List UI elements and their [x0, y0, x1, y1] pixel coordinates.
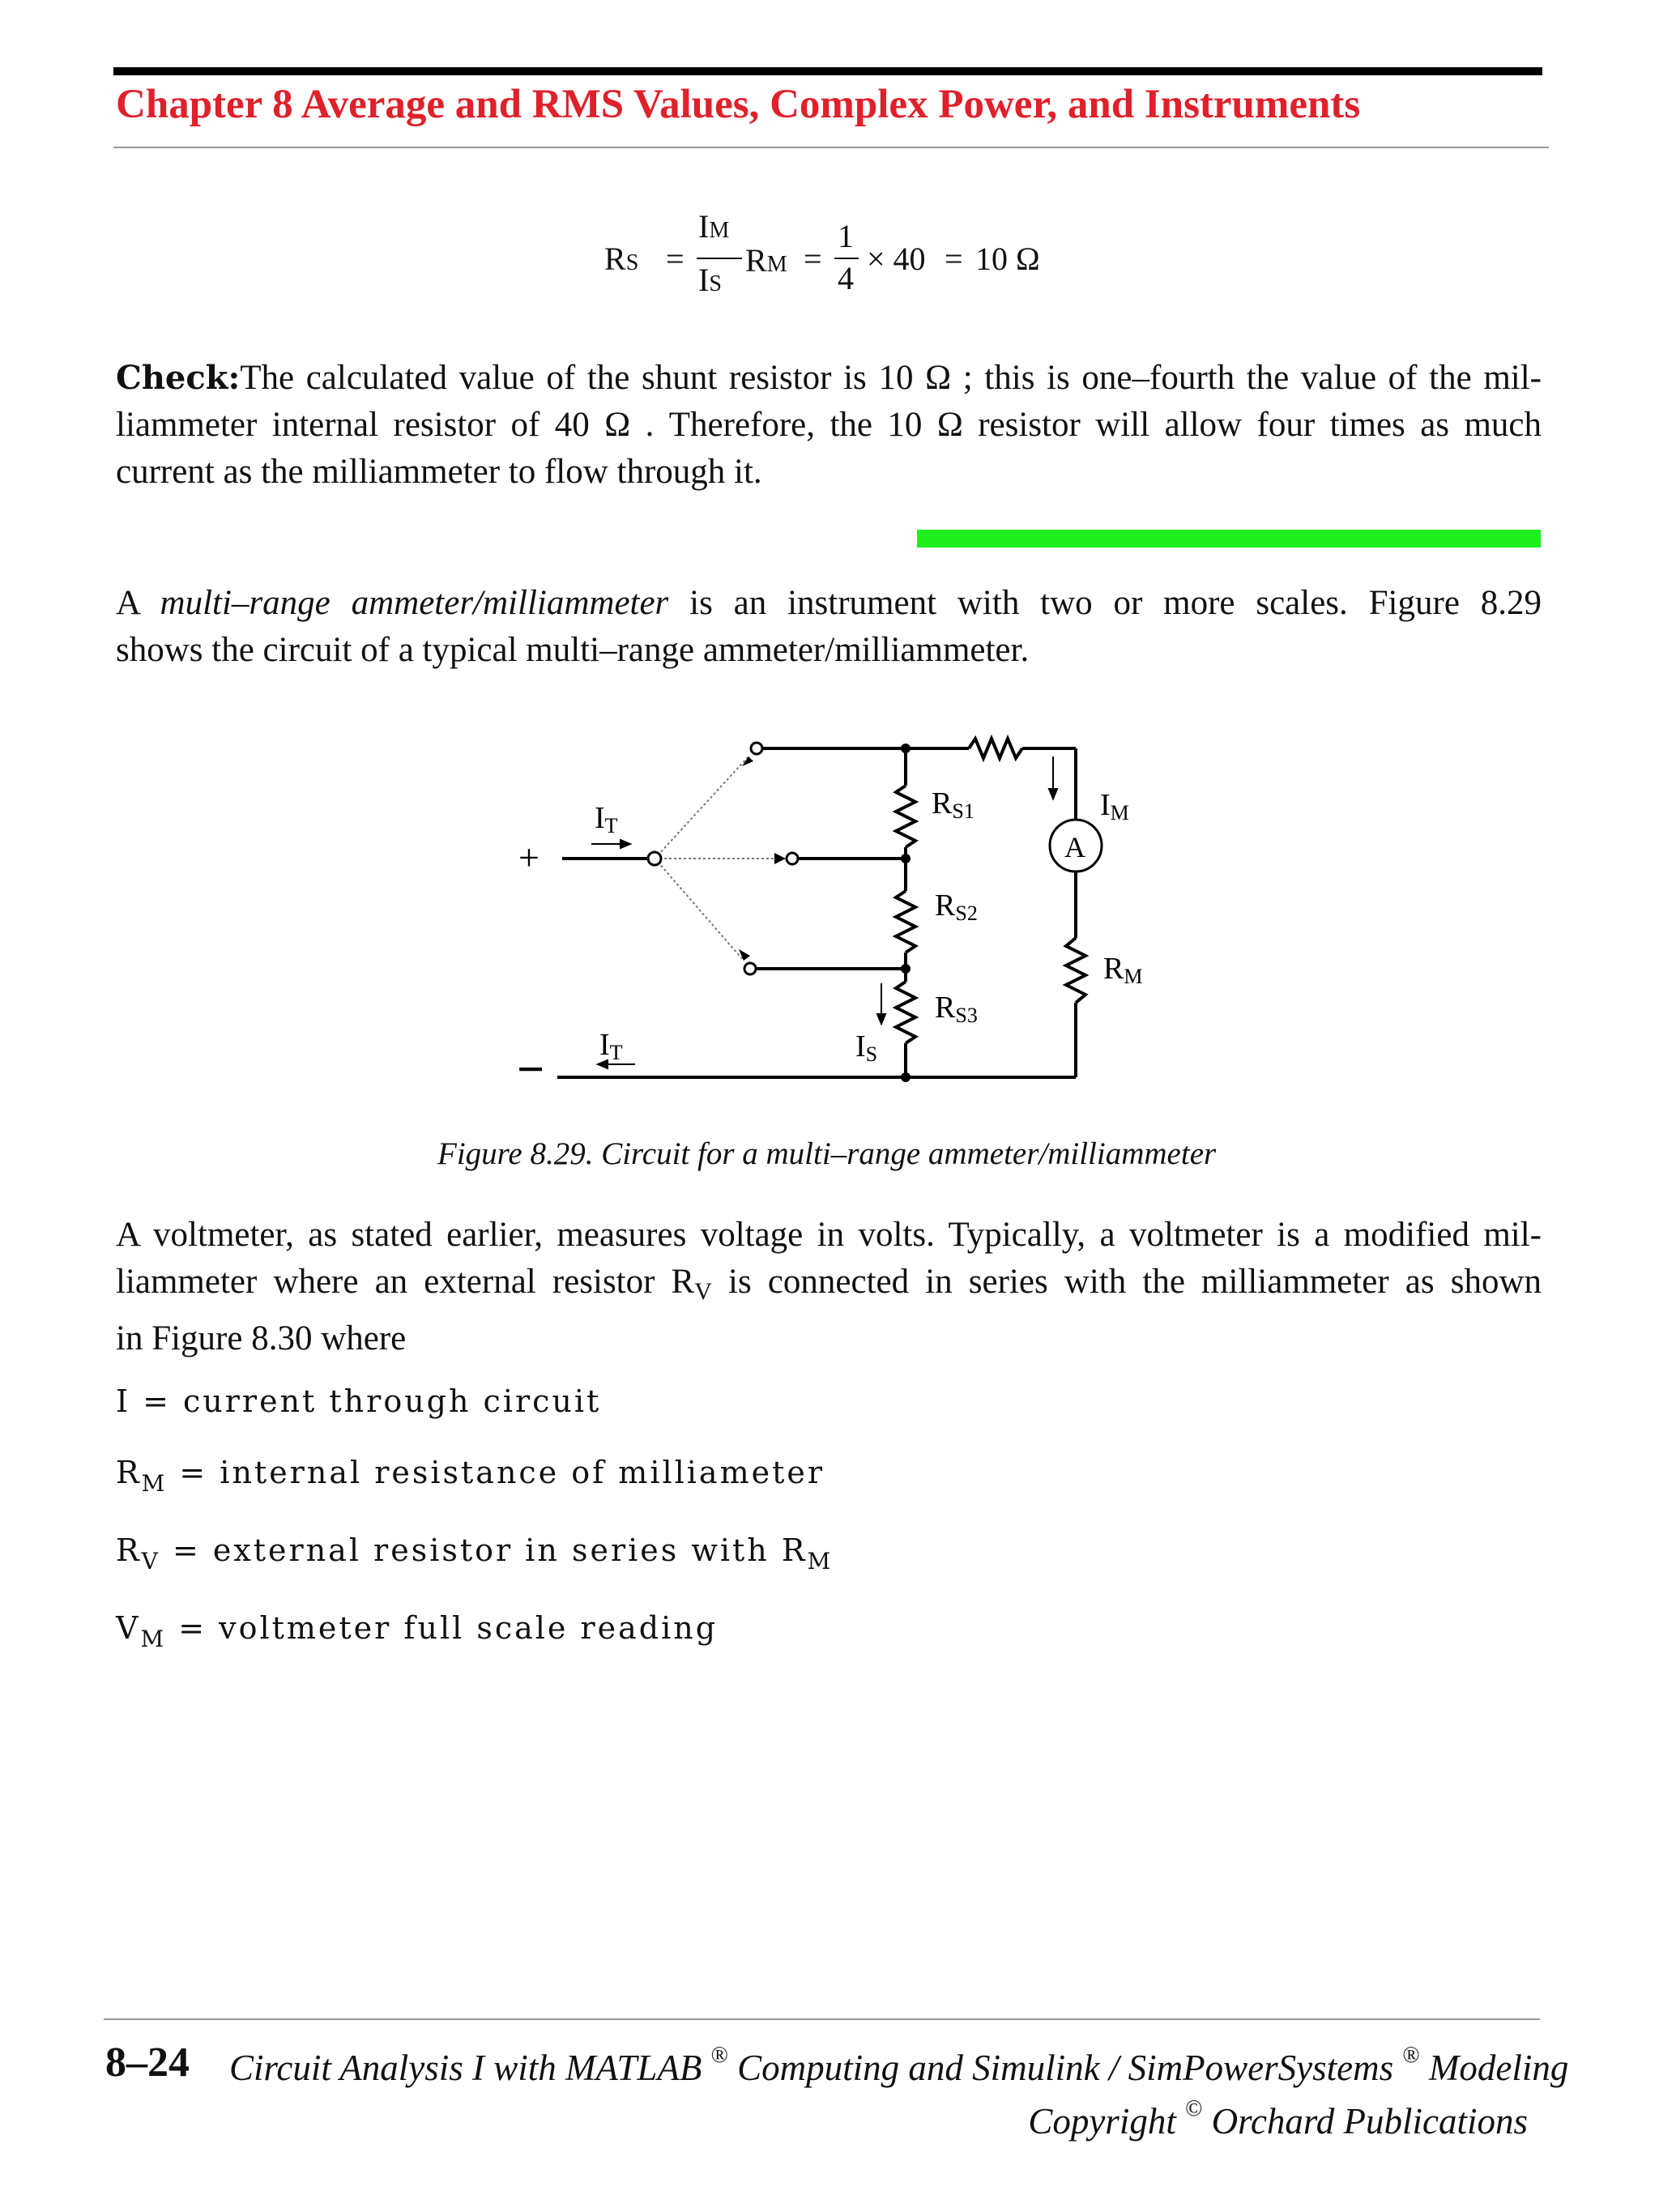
im-label: I: [1100, 788, 1111, 822]
rm-resistor: [1066, 938, 1085, 1003]
chapter-title: Chapter 8 Average and RMS Values, Complex Power, and Instruments: [116, 82, 1361, 127]
terminal-lower: [744, 963, 756, 974]
frac1-numerator: IM: [698, 208, 730, 245]
highlight-bar: [917, 530, 1541, 548]
multirange-paragraph: A multi–range ammeter/milliammeter is an instrument with two or more scales. Figure 8.29 shows the circuit of a typical multi–range ammeter/milliammeter.: [116, 584, 1542, 669]
multi-range-ammeter-circuit: [486, 721, 1183, 1110]
svg-text:IS: IS: [855, 1029, 878, 1066]
eq-rm: RM: [745, 242, 787, 279]
selector-line-bottom: [658, 862, 744, 961]
rm-label: R: [1103, 952, 1124, 986]
page-number: 8–24: [105, 2039, 190, 2086]
frac1-denominator: IS: [698, 262, 722, 298]
svg-text:RM: RM: [1103, 952, 1143, 988]
terminal-top: [751, 743, 762, 754]
check-paragraph: Check:The calculated value of the shunt resistor is 10 Ω ; this is one–fourth the value of the mil- liammeter internal resistor of 40 Ω . Therefore, the 10 Ω resistor will allow four times as much current as the milliammeter to flow through it.: [116, 359, 1542, 491]
svg-text:IM: IM: [1100, 788, 1129, 825]
eq-lhs: RS: [604, 241, 639, 277]
footer-rule: [104, 2018, 1540, 2020]
it2-label: I: [599, 1028, 610, 1062]
frac2-denominator: 4: [838, 260, 854, 296]
selector-pivot: [648, 852, 661, 865]
rs1-resistor: [896, 786, 915, 847]
ammeter-label: A: [1064, 831, 1085, 863]
rs2-resistor: [896, 891, 915, 953]
plus-sign: +: [518, 837, 539, 878]
rs3-resistor: [896, 982, 915, 1043]
minus-sign: −: [517, 1042, 545, 1096]
eq-sign-3: =: [945, 241, 963, 277]
eq-times: × 40: [867, 241, 926, 277]
is-label: I: [855, 1029, 866, 1063]
terminal-middle: [787, 853, 798, 864]
definition-vm: $V_M$ = voltmeter full scale reading: [116, 1610, 719, 1652]
junction-middle: [901, 854, 911, 863]
svg-text:IT: IT: [595, 801, 618, 837]
rs2-label: R: [935, 889, 956, 923]
definition-rm: $R_M$ = internal resistance of milliameter: [116, 1455, 825, 1497]
check-label: Check:: [116, 359, 241, 397]
junction-top: [901, 744, 911, 753]
selector-line-top: [658, 757, 748, 855]
definition-rv: $R_V$ = external resistor in series with $R_M$: [116, 1532, 834, 1575]
svg-text:RS1: RS1: [932, 786, 975, 823]
selector-arrow-middle: [774, 853, 786, 864]
svg-text:RS3: RS3: [935, 991, 978, 1027]
top-resistor: [969, 739, 1022, 758]
it-arrow-head: [621, 840, 630, 848]
definition-current: I = current through circuit: [116, 1383, 602, 1419]
junction-bottom: [901, 1072, 911, 1082]
junction-lower: [901, 964, 911, 974]
rs3-label: R: [935, 991, 956, 1025]
is-arrow-head: [877, 1014, 885, 1024]
rs1-label: R: [932, 786, 953, 820]
svg-text:RS2: RS2: [935, 889, 978, 925]
frac2-numerator: 1: [838, 218, 854, 254]
im-arrow-head: [1049, 789, 1057, 799]
copyright: Copyright © Orchard Publications: [1028, 2096, 1528, 2142]
eq-sign-1: =: [666, 241, 684, 277]
selector-arrow-bottom: [739, 949, 750, 961]
svg-text:IT: IT: [599, 1028, 623, 1064]
figure-caption: Figure 8.29. Circuit for a multi–range ammeter/milliammeter: [437, 1136, 1217, 1171]
shunt-equation: [0, 0, 1659, 340]
eq-result: 10 Ω: [975, 241, 1040, 277]
it-label: I: [595, 801, 605, 835]
frac1-bar: [697, 258, 742, 259]
book-title: Circuit Analysis I with MATLAB ® Computing and Simulink / SimPowerSystems ® Modeling: [229, 2043, 1569, 2088]
eq-sign-2: =: [804, 241, 822, 277]
voltmeter-paragraph: A voltmeter, as stated earlier, measures voltage in volts. Typically, a voltmeter is a modified mil- liammeter where an external resistor RV is connected in series with the milliammeter as shown in Figure 8.30 where: [116, 1216, 1542, 1357]
